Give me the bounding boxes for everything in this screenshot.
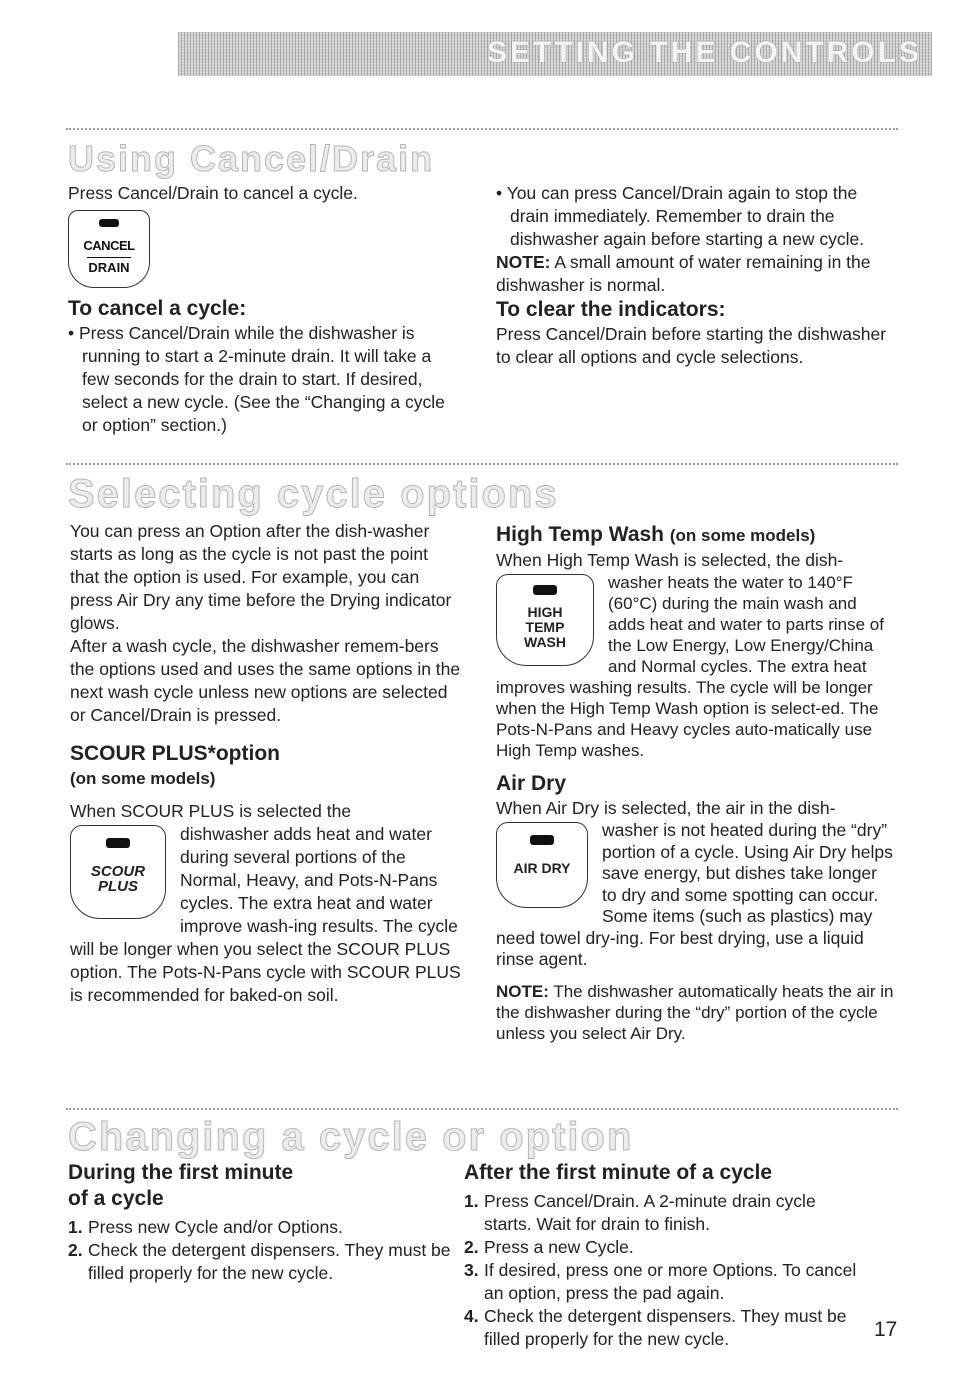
- step-text: Check the detergent dispensers. They must be filled properly for the new cycle.: [88, 1240, 451, 1283]
- cancel-right-column: [496, 182, 896, 369]
- htw-title-text: High Temp Wash: [496, 523, 664, 546]
- options-para-1: You can press an Option after the dish-washer starts as long as the cycle is not past the point that the option is used. For example, you can press Air Dry any time before the Drying indicator glows.: [70, 521, 452, 633]
- scour-body: dishwasher adds heat and water during several portions of the Normal, Heavy, and Pots-N-Pans cycles. The extra heat and water improve wash-ing results. The cycle will be longer when you select the SCOUR PLUS option. The Pots-N-Pans cycle with SCOUR PLUS is recommended for baked-on soil.: [70, 824, 461, 1005]
- step-text: If desired, press one or more Options. To cancel an option, press the pad again.: [484, 1260, 857, 1303]
- air-dry-body: washer is not heated during the “dry” portion of a cycle. Using Air Dry helps save energy, but dishes take longer to dry and some spotting can occur. Some items (such as plastics) may need towel dry-ing. For best drying, use a liquid rinse agent.: [496, 820, 893, 969]
- changing-left-column: [68, 1160, 460, 1285]
- htw-models: (on some models): [669, 526, 816, 545]
- cancel-bullet-2: • You can press Cancel/Drain again to stop the drain immediately. Remember to drain the dishwasher again before starting a new cycle.: [496, 183, 865, 249]
- step-number: 1.: [464, 1191, 479, 1211]
- air-dry-title: Air Dry: [496, 772, 567, 795]
- key-divider: [87, 257, 131, 258]
- changing-right-column: [464, 1160, 864, 1351]
- air-dry-key-label: AIR DRY: [513, 860, 571, 876]
- first-minute-title-line-2: of a cycle: [68, 1187, 164, 1210]
- air-dry-note-label: NOTE:: [496, 981, 549, 1001]
- step-text: Press Cancel/Drain. A 2-minute drain cycle starts. Wait for drain to finish.: [484, 1191, 816, 1234]
- step-number: 2.: [68, 1240, 83, 1260]
- selecting-options-heading: Selecting cycle options: [68, 472, 559, 516]
- cancel-subsection: [68, 296, 460, 437]
- wash-key-label: WASH: [524, 634, 566, 650]
- cancel-bullet: • Press Cancel/Drain while the dishwasher is running to start a 2-minute drain. It will take a few seconds for the drain to start. If desired, select a new cycle. (See the “Changing a cycle or option” section.): [68, 323, 445, 435]
- htw-flow: [496, 572, 896, 761]
- htw-intro: When High Temp Wash is selected, the dish-: [496, 550, 844, 570]
- scour-key-label: SCOUR: [90, 863, 146, 880]
- scour-plus-title: SCOUR PLUS*option: [70, 742, 280, 765]
- list-item: [464, 1259, 864, 1305]
- page-number: 17: [874, 1318, 898, 1341]
- key-indicator-icon: [530, 835, 554, 845]
- high-key-label: HIGH: [527, 604, 563, 620]
- scour-intro: When SCOUR PLUS is selected the: [70, 801, 352, 821]
- cancel-drain-key: [68, 210, 150, 288]
- step-number: 3.: [464, 1260, 479, 1280]
- options-left-column: [70, 520, 462, 1007]
- step-text: Press new Cycle and/or Options.: [88, 1217, 343, 1237]
- key-indicator-icon: [99, 219, 119, 227]
- cancel-note: [496, 251, 896, 297]
- clear-text: Press Cancel/Drain before starting the dishwasher to clear all options and cycle selections.: [496, 324, 887, 367]
- air-dry-note-text: The dishwasher automatically heats the air in the dishwasher during the “dry” portion of the cycle unless you select Air Dry.: [496, 981, 894, 1043]
- first-minute-steps: [68, 1216, 460, 1285]
- cancel-subhead: To cancel a cycle:: [68, 297, 247, 320]
- step-number: 1.: [68, 1217, 83, 1237]
- divider-rule: [66, 463, 898, 465]
- high-temp-wash-title: [496, 522, 896, 549]
- first-minute-title-line-1: During the first minute: [68, 1161, 294, 1184]
- cancel-drain-heading: Using Cancel/Drain: [68, 138, 435, 179]
- key-indicator-icon: [533, 585, 557, 595]
- note-text: A small amount of water remaining in the dishwasher is normal.: [496, 252, 871, 295]
- divider-rule: [66, 1108, 898, 1110]
- high-temp-wash-key: [496, 574, 594, 666]
- list-item: [464, 1190, 864, 1236]
- air-dry-flow: [496, 820, 896, 971]
- scour-plus-key: [70, 825, 166, 919]
- cancel-left-column: [68, 182, 460, 205]
- first-minute-title: [68, 1160, 460, 1212]
- options-para-2: After a wash cycle, the dishwasher remem-bers the options used and uses the same options in the next wash cycle unless new options are selected or Cancel/Drain is pressed.: [70, 636, 461, 725]
- banner-title: SETTING THE CONTROLS: [487, 36, 922, 69]
- step-text: Press a new Cycle.: [484, 1237, 634, 1257]
- air-dry-intro: When Air Dry is selected, the air in the dish-: [496, 798, 836, 818]
- htw-body: washer heats the water to 140°F (60°C) during the main wash and adds heat and water to parts rinse of the Low Energy, Low Energy/China and Normal cycles. The extra heat improves washing results. The cycle will be longer when the High Temp Wash option is select-ed. The Pots-N-Pans and Heavy cycles auto-matically use High Temp washes.: [496, 573, 884, 760]
- clear-subhead: To clear the indicators:: [496, 298, 726, 321]
- temp-key-label: TEMP: [525, 619, 565, 635]
- list-item: [464, 1236, 864, 1259]
- cancel-bullet-2-text: You can press Cancel/Drain again to stop the drain immediately. Remember to drain the dishwasher again before starting a new cycle.: [506, 183, 865, 249]
- list-item: [68, 1216, 460, 1239]
- cancel-bullet-text: Press Cancel/Drain while the dishwasher is running to start a 2-minute drain. It will take a few seconds for the drain to start. If desired, select a new cycle. (See the “Changing a cycle or option” section.): [79, 323, 445, 435]
- note-label: NOTE:: [496, 252, 551, 272]
- step-number: 4.: [464, 1306, 479, 1326]
- options-right-column: [496, 522, 896, 1044]
- air-dry-key: [496, 822, 588, 908]
- changing-cycle-heading: Changing a cycle or option: [68, 1115, 634, 1159]
- cancel-key-label: CANCEL: [83, 238, 135, 253]
- step-text: Check the detergent dispensers. They must be filled properly for the new cycle.: [484, 1306, 847, 1349]
- after-minute-steps: [464, 1190, 864, 1351]
- key-indicator-icon: [106, 838, 130, 848]
- scour-flow: [70, 823, 462, 1007]
- cancel-intro: Press Cancel/Drain to cancel a cycle.: [68, 183, 358, 203]
- drain-key-label: DRAIN: [88, 260, 130, 275]
- list-item: [464, 1305, 864, 1351]
- divider-rule: [66, 128, 898, 130]
- section-banner: [178, 32, 932, 76]
- list-item: [68, 1239, 460, 1285]
- after-minute-title: After the first minute of a cycle: [464, 1161, 773, 1184]
- air-dry-note: [496, 981, 896, 1044]
- plus-key-label: PLUS: [97, 878, 138, 895]
- step-number: 2.: [464, 1237, 479, 1257]
- scour-plus-models: (on some models): [70, 769, 216, 788]
